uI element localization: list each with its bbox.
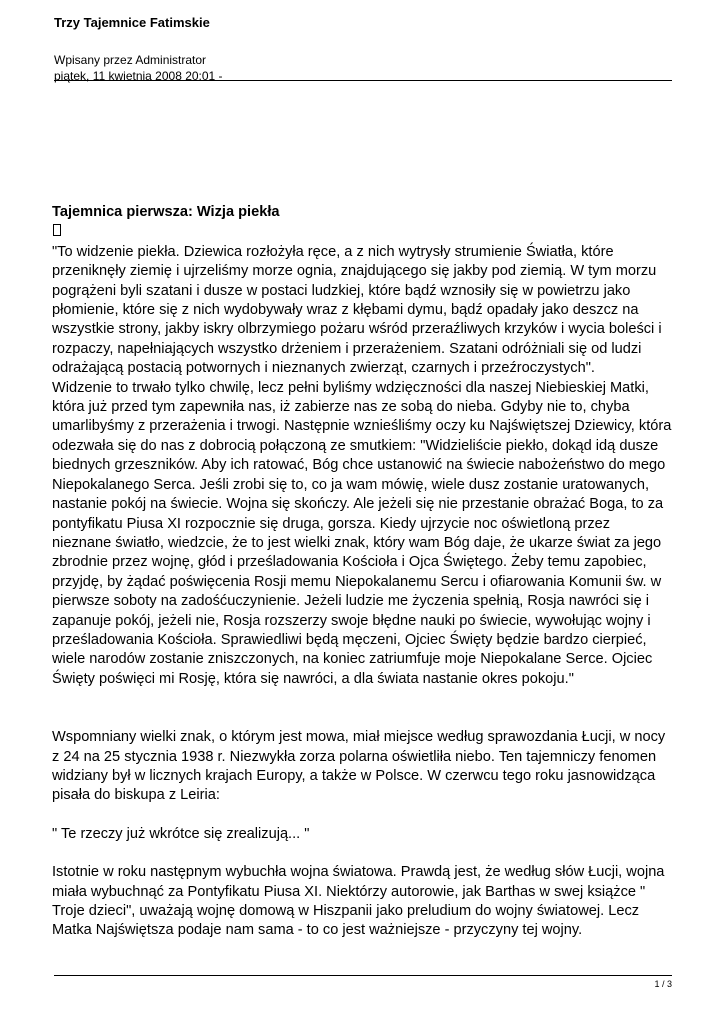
author-line: Wpisany przez Administrator [54,53,207,67]
document-title: Trzy Tajemnice Fatimskie [54,15,210,30]
paragraph-vision: "To widzenie piekła. Dziewica rozłożyła ręce, a z nich wytrysły strumienie Światła, które przeniknęły ziemię i ujrzeliśmy morze ognia, znajdującego się jakby pod ziemią. W tym morzu pogrążeni byli szatani i dusze w postaci ludzkiej, które bądź wznosiły się w powietrzu jako płomienie, które się z nich wydobywały wraz z kłębami dymu, bądź opadały jako deszcz na wszystkie strony, jakby iskry olbrzymiego pożaru wśród przeraźliwych krzyków i wycia boleści i rozpaczy, napełniających wszystko drżeniem i przerażeniem. Szatani odróżniali się od ludzi odrażającą postacią potwornych i nieznanych zwierząt, czarnych i przeźroczystych". [52,243,662,377]
article-body [52,203,672,941]
document-header [54,14,672,84]
missing-glyph-icon [52,222,672,242]
page-number: 1 / 3 [654,979,672,989]
paragraph-quote: " Te rzeczy już wkrótce się zrealizują... " [52,825,310,842]
section-heading: Tajemnica pierwsza: Wizja piekła [52,204,280,220]
date-line: piątek, 11 kwietnia 2008 20:01 - [54,69,223,83]
header-divider [54,80,672,81]
paragraph-great-sign: Wspomniany wielki znak, o którym jest mowa, miał miejsce według sprawozdania Łucji, w nocy z 24 na 25 stycznia 1938 r. Niezwykła zorza polarna oświetliła niebo. Ten tajemniczy fenomen widziany był w licznych krajach Europy, a także w Polsce. W czerwcu tego roku jasnowidząca pisała do biskupa z Leiria: [52,729,666,804]
footer-divider [54,975,672,976]
paragraph-war: Istotnie w roku następnym wybuchła wojna światowa. Prawdą jest, że według słów Łucji, wojna miała wybuchnąć za Pontyfikatu Piusa XI. Niektórzy autorowie, jak Barthas w swej książce " Troje dzieci", uważają wojnę domową w Hiszpanii jako preludium do wojny światowej. Lecz Matka Najświętsza podaje nam sama - to co jest ważniejsze - przyczyny tej wojny. [52,864,665,939]
paragraph-message: Widzenie to trwało tylko chwilę, lecz pełni byliśmy wdzięczności dla naszej Niebieskiej Matki, która już przed tym zapewniła nas, iż zabierze nas ze sobą do nieba. Gdyby nie to, chyba umarlibyśmy z przerażenia i trwogi. Następnie wznieśliśmy oczy ku Najświętszej Dziewicy, która odezwała się do nas z dobrocią połączoną ze smutkiem: "Widzieliście piekło, dokąd idą dusze biednych grzeszników. Aby ich ratować, Bóg chce ustanowić na świecie nabożeństwo do mego Niepokalanego Serca. Jeśli zrobi się to, co ja wam mówię, wiele dusz zostanie uratowanych, nastanie pokój na świecie. Wojna się skończy. Ale jeżeli się nie przestanie obrażać Boga, to za pontyfikatu Piusa XI rozpocznie się druga, gorsza. Kiedy ujrzycie noc oświetloną przez nieznane światło, wiedzcie, że to jest wielki znak, który wam Bóg daje, że ukarze świat za jego zbrodnie przez wojnę, głód i prześladowania Kościoła i Ojca Świętego. Żeby temu zapobiec, przyjdę, by żądać poświęcenia Rosji memu Niepokalanemu Sercu i ofiarowania Komunii św. w pierwsze soboty na zadośćuczynienie. Jeżeli ludzie me życzenia spełnią, Rosja nawróci się i zapanuje pokój, jeżeli nie, Rosja rozszerzy swoje błędne nauki po świecie, wywołując wojny i prześladowania Kościoła. Sprawiedliwi będą męczeni, Ojciec Święty będzie bardzo cierpieć, wiele narodów zostanie zniszczonych, na koniec zatriumfuje moje Niepokalane Serce. Ojciec Święty poświęci mi Rosję, która się nawróci, a dla świata nastanie okres pokoju." [52,379,672,687]
